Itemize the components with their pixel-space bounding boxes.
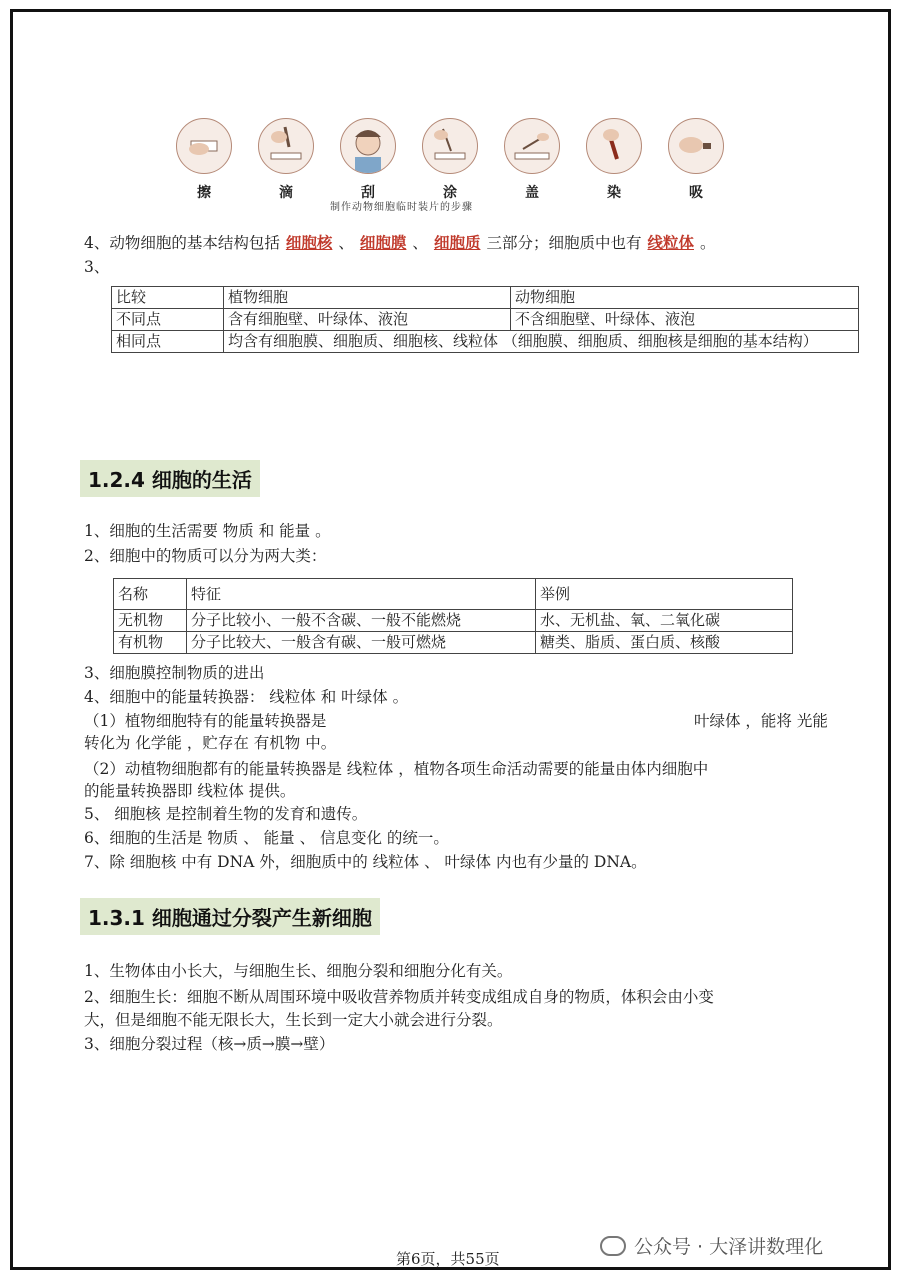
text-line: 3、细胞分裂过程（核→质→膜→壁） (84, 1035, 335, 1053)
step-cover-image (504, 118, 560, 174)
table-row: 无机物 分子比较小、一般不含碳、一般不能燃烧 水、无机盐、氧、二氧化碳 (114, 610, 793, 632)
text-line: 2、细胞中的物质可以分为两大类： (84, 547, 327, 565)
text-line: 大，但是细胞不能无限长大，生长到一定大小就会进行分裂。 (84, 1011, 503, 1029)
item-3-label: 3、 (84, 258, 110, 276)
text-line: 叶绿体 ，能将 光能 (694, 712, 828, 730)
table-row: 相同点 均含有细胞膜、细胞质、细胞核、线粒体 （细胞膜、细胞质、细胞核是细胞的基本结构） (112, 331, 859, 353)
step-smear-image (422, 118, 478, 174)
text-line: 2、细胞生长：细胞不断从周围环境中吸收营养物质并转变成组成自身的物质，体积会由小变 (84, 988, 714, 1006)
text-line: 5、 细胞核 是控制着生物的发育和遗传。 (84, 805, 368, 823)
wechat-icon (600, 1236, 626, 1256)
step-wipe-image (176, 118, 232, 174)
text-line: （1）植物细胞特有的能量转换器是 (84, 712, 327, 730)
answer-nucleus: 细胞核 (285, 234, 333, 252)
step-absorb-image (668, 118, 724, 174)
watermark: 公众号 · 大泽讲数理化 (600, 1232, 823, 1259)
step-stain-image (586, 118, 642, 174)
text-line: 7、除 细胞核 中有 DNA 外，细胞质中的 线粒体 、 叶绿体 内也有少量的 DNA。 (84, 853, 647, 871)
section-heading-131: 1.3.1 细胞通过分裂产生新细胞 (80, 898, 380, 935)
answer-membrane: 细胞膜 (359, 234, 407, 252)
steps-caption: 制作动物细胞临时装片的步骤 (330, 202, 473, 213)
step-scrape-image (340, 118, 396, 174)
text-line: 6、细胞的生活是 物质 、 能量 、 信息变化 的统一。 (84, 829, 449, 847)
table-row: 有机物 分子比较大、一般含有碳、一般可燃烧 糖类、脂质、蛋白质、核酸 (114, 632, 793, 654)
text-line: （2）动植物细胞都有的能量转换器是 线粒体 ，植物各项生命活动需要的能量由体内细胞中 (84, 760, 709, 778)
text-line: 3、细胞膜控制物质的进出 (84, 664, 265, 682)
section-heading-124: 1.2.4 细胞的生活 (80, 460, 260, 497)
step-stain (582, 118, 646, 202)
text-line: 1、细胞的生活需要 物质 和 能量 。 (84, 522, 331, 540)
step-scrape (336, 118, 400, 202)
text-line: 转化为 化学能 ，贮存在 有机物 中。 (84, 734, 337, 752)
step-absorb (664, 118, 728, 202)
answer-mitochondria: 线粒体 (647, 234, 694, 252)
step-label: 盖 (525, 185, 539, 201)
table-row: 名称 特征 举例 (114, 579, 793, 610)
page-number: 第6页，共55页 (396, 1250, 500, 1268)
step-drop (254, 118, 318, 202)
step-cover (500, 118, 564, 202)
step-label: 刮 (361, 185, 375, 201)
answer-cytoplasm: 细胞质 (433, 234, 481, 252)
text-line: 1、生物体由小长大，与细胞生长、细胞分裂和细胞分化有关。 (84, 962, 513, 980)
table-row: 比较 植物细胞 动物细胞 (112, 287, 859, 309)
step-label: 吸 (689, 185, 703, 201)
step-label: 擦 (197, 185, 211, 201)
matter-table (113, 578, 793, 654)
animal-cell-line: 4、动物细胞的基本结构包括 细胞核 、 细胞膜 、 细胞质 三部分；细胞质中也有 线粒体 。 (84, 234, 716, 252)
step-label: 滴 (279, 185, 293, 201)
step-label: 涂 (443, 185, 457, 201)
table-row: 不同点 含有细胞壁、叶绿体、液泡 不含细胞壁、叶绿体、液泡 (112, 309, 859, 331)
text-line: 4、细胞中的能量转换器： 线粒体 和 叶绿体 。 (84, 688, 409, 706)
step-smear (418, 118, 482, 202)
step-label: 染 (607, 185, 621, 201)
compare-table (111, 286, 859, 353)
step-drop-image (258, 118, 314, 174)
step-wipe (172, 118, 236, 202)
text-line: 的能量转换器即 线粒体 提供。 (84, 782, 296, 800)
